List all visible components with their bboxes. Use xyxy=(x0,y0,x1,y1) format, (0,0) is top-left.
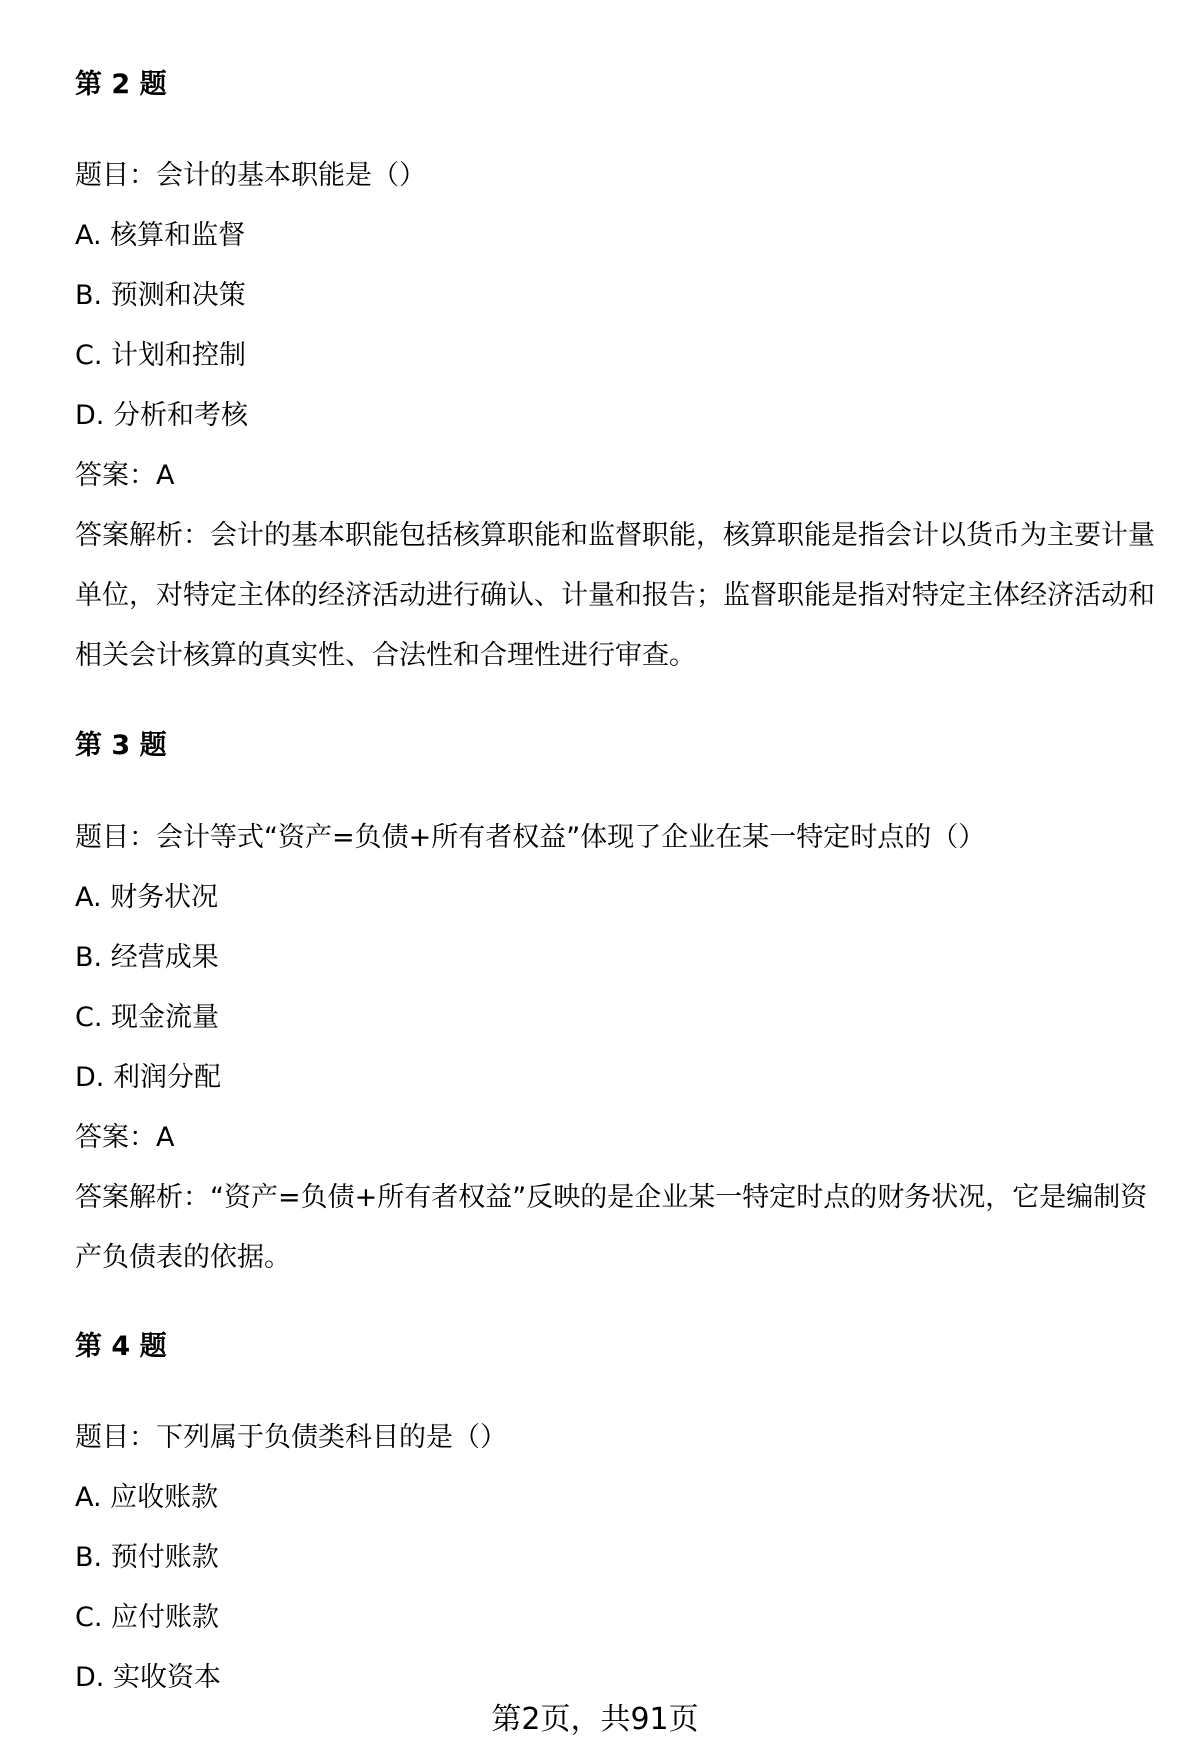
option-d: D. 利润分配 xyxy=(75,1062,221,1093)
option-b: B. 预付账款 xyxy=(75,1542,219,1573)
option-d: D. 分析和考核 xyxy=(75,400,248,431)
answer: 答案：A xyxy=(75,1122,175,1153)
option-c: C. 应付账款 xyxy=(75,1602,220,1633)
option-a: A. 核算和监督 xyxy=(75,220,246,251)
answer-analysis: 答案解析：会计的基本职能包括核算职能和监督职能，核算职能是指会计以货币为主要计量单位，对特定主体的经济活动进行确认、计量和报告；监督职能是指对特定主体经济活动和相关会计核算的真实性、合法性和合理性进行审查。 xyxy=(75,520,1155,671)
answer: 答案：A xyxy=(75,460,175,491)
question-stem: 题目：会计的基本职能是（） xyxy=(75,160,426,191)
option-c: C. 计划和控制 xyxy=(75,340,247,371)
question-title: 第 3 题 xyxy=(75,730,167,761)
question-stem: 题目：会计等式“资产=负债+所有者权益”体现了企业在某一特定时点的（） xyxy=(75,822,986,853)
option-c: C. 现金流量 xyxy=(75,1002,220,1033)
question-title: 第 2 题 xyxy=(75,69,167,100)
option-a: A. 应收账款 xyxy=(75,1482,219,1513)
question-stem: 题目：下列属于负债类科目的是（） xyxy=(75,1422,507,1453)
option-a: A. 财务状况 xyxy=(75,882,219,913)
answer-analysis: 答案解析：“资产=负债+所有者权益”反映的是企业某一特定时点的财务状况，它是编制资产负债表的依据。 xyxy=(75,1182,1148,1273)
question-title: 第 4 题 xyxy=(75,1331,167,1362)
option-b: B. 经营成果 xyxy=(75,942,219,973)
option-b: B. 预测和决策 xyxy=(75,280,246,311)
option-d: D. 实收资本 xyxy=(75,1662,221,1693)
page-number-footer: 第2页，共91页 xyxy=(491,1702,699,1737)
